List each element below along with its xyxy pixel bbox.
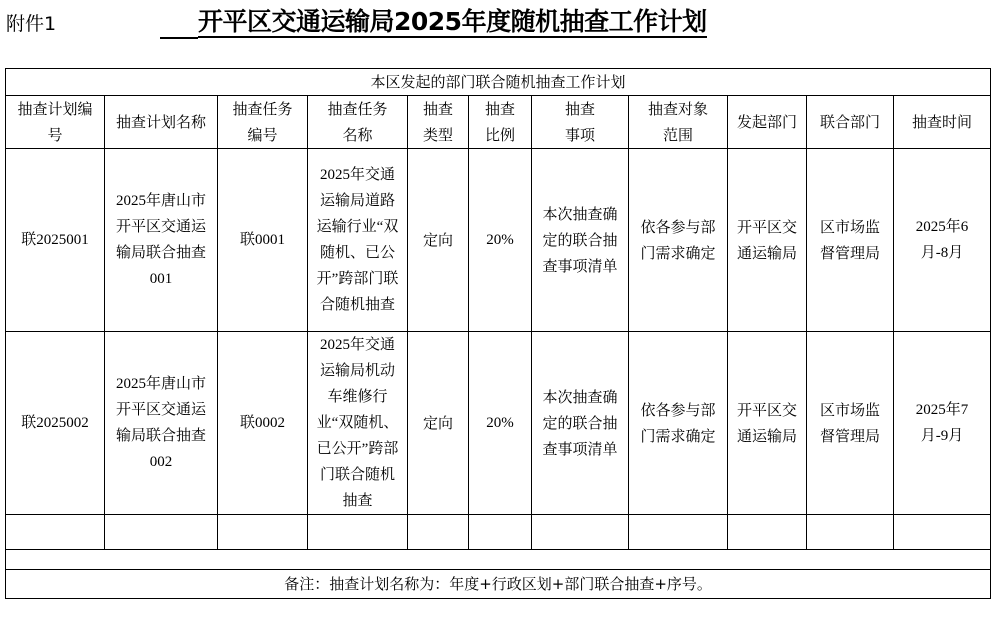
plan-name-cell: 2025年唐山市开平区交通运输局联合抽查002 [105, 332, 218, 515]
type-cell: 定向 [408, 332, 469, 515]
task-name-cell: 2025年交通运输局机动车维修行业“双随机、已公开”跨部门联合随机抽查 [308, 332, 408, 515]
initiator-cell: 开平区交通运输局 [728, 149, 807, 332]
scope-cell: 依各参与部门需求确定 [629, 149, 728, 332]
time-cell: 2025年6月-8月 [894, 149, 991, 332]
plan-no-cell: 联2025002 [6, 332, 105, 515]
header-cell: 抽查事项 [532, 96, 629, 149]
header-cell: 抽查比例 [469, 96, 532, 149]
task-name-cell: 2025年交通运输局道路运输行业“双随机、已公开”跨部门联合随机抽查 [308, 149, 408, 332]
items-cell: 本次抽查确定的联合抽查事项清单 [532, 149, 629, 332]
header-cell: 抽查计划编号 [6, 96, 105, 149]
header-cell: 抽查任务编号 [218, 96, 308, 149]
spacer-row [6, 550, 991, 570]
scope-cell: 依各参与部门需求确定 [629, 332, 728, 515]
header-cell: 抽查计划名称 [105, 96, 218, 149]
plan-name-cell: 2025年唐山市开平区交通运输局联合抽查001 [105, 149, 218, 332]
header-cell: 联合部门 [807, 96, 894, 149]
task-no-cell: 联0002 [218, 332, 308, 515]
header-cell: 抽查对象范围 [629, 96, 728, 149]
initiator-cell: 开平区交通运输局 [728, 332, 807, 515]
header-row [6, 96, 991, 149]
table-row [6, 332, 991, 515]
time-cell: 2025年7月-9月 [894, 332, 991, 515]
ratio-cell: 20% [469, 332, 532, 515]
header-cell: 发起部门 [728, 96, 807, 149]
joint-cell: 区市场监督管理局 [807, 149, 894, 332]
type-cell: 定向 [408, 149, 469, 332]
page-title: 开平区交通运输局2025年度随机抽查工作计划 [160, 6, 707, 39]
header-cell: 抽查类型 [408, 96, 469, 149]
plan-table [5, 68, 991, 599]
ratio-cell: 20% [469, 149, 532, 332]
table-note: 备注：抽查计划名称为：年度+行政区划+部门联合抽查+序号。 [6, 570, 991, 599]
header-cell: 抽查任务名称 [308, 96, 408, 149]
empty-row [6, 515, 991, 550]
attachment-label: 附件1 [6, 13, 57, 35]
table-row [6, 149, 991, 332]
table-caption: 本区发起的部门联合随机抽查工作计划 [6, 69, 991, 96]
joint-cell: 区市场监督管理局 [807, 332, 894, 515]
items-cell: 本次抽查确定的联合抽查事项清单 [532, 332, 629, 515]
task-no-cell: 联0001 [218, 149, 308, 332]
header-cell: 抽查时间 [894, 96, 991, 149]
plan-no-cell: 联2025001 [6, 149, 105, 332]
